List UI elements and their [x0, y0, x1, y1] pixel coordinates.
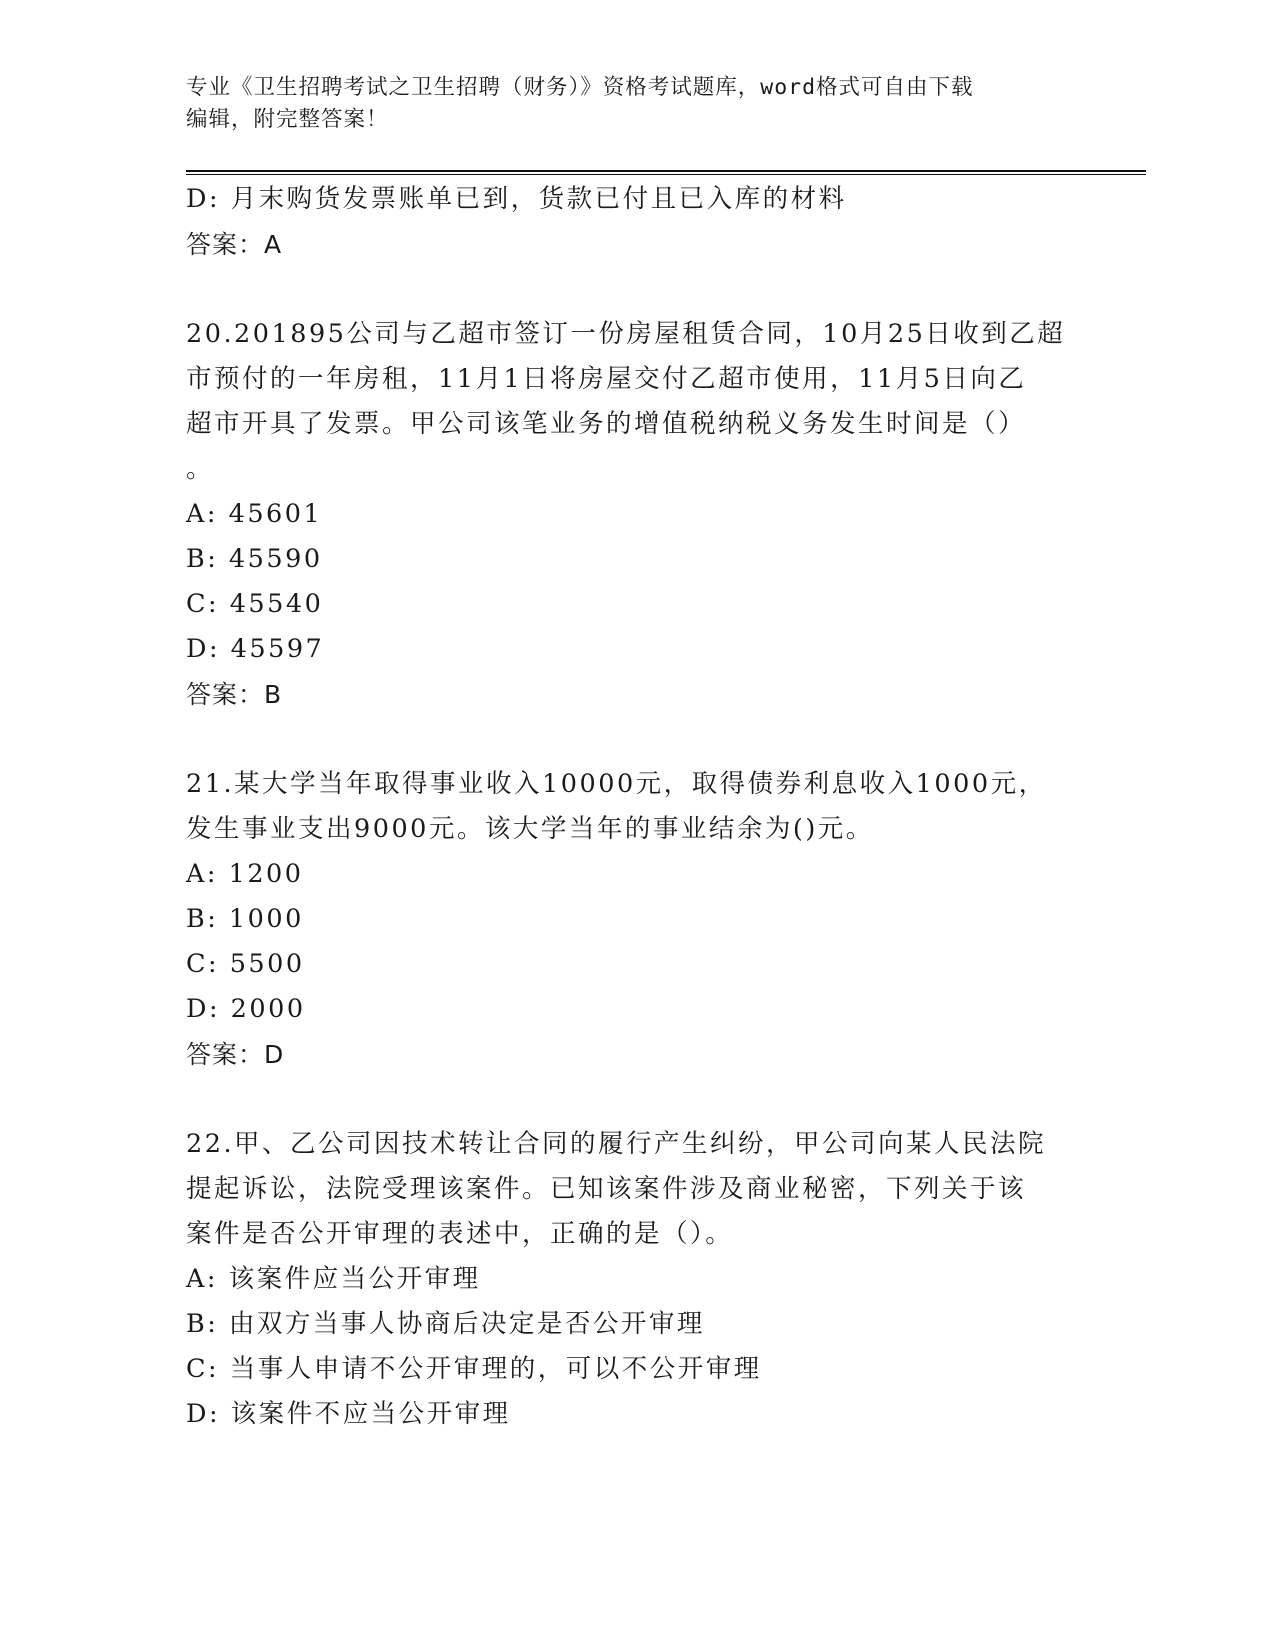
spacer — [186, 1077, 1146, 1122]
option-c: C: 45540 — [186, 589, 324, 619]
option-d: D: 45597 — [186, 634, 325, 664]
option-c: C: 当事人申请不公开审理的，可以不公开审理 — [186, 1354, 762, 1384]
question-stem-line: 20.201895公司与乙超市签订一份房屋租赁合同，10月25日收到乙超 — [186, 319, 1066, 349]
header-line-2: 编辑，附完整答案！ — [186, 107, 389, 132]
prev-question-answer: 答案：A — [186, 230, 283, 259]
header-line-1: 专业《卫生招聘考试之卫生招聘（财务）》资格考试题库，word格式可自由下载 — [186, 75, 974, 100]
option-a: A: 该案件应当公开审理 — [186, 1264, 481, 1294]
option-b: B: 45590 — [186, 544, 323, 574]
question-stem-line: 。 — [186, 454, 215, 484]
question-21-options — [186, 852, 1146, 1032]
option-d: D: 该案件不应当公开审理 — [186, 1399, 511, 1429]
option-b: B: 1000 — [186, 904, 304, 934]
question-stem-line: 21.某大学当年取得事业收入10000元，取得债券利息收入1000元， — [186, 769, 1047, 799]
header-divider — [186, 170, 1146, 175]
prev-question-option-d: D: 月末购货发票账单已到，货款已付且已入库的材料 — [186, 184, 847, 214]
question-stem-line: 22.甲、乙公司因技术转让合同的履行产生纠纷，甲公司向某人民法院 — [186, 1129, 1047, 1159]
question-22 — [186, 1122, 1146, 1257]
question-21 — [186, 762, 1146, 852]
question-20-options — [186, 492, 1146, 672]
option-b: B: 由双方当事人协商后决定是否公开审理 — [186, 1309, 705, 1339]
option-a: A: 1200 — [186, 859, 304, 889]
question-20-answer: 答案：B — [186, 680, 283, 709]
document-page — [186, 72, 1146, 1437]
question-stem-line: 超市开具了发票。甲公司该笔业务的增值税纳税义务发生时间是（） — [186, 409, 1027, 439]
question-stem-line: 发生事业支出9000元。该大学当年的事业结余为()元。 — [186, 814, 874, 844]
question-20 — [186, 312, 1146, 492]
document-header — [186, 72, 1086, 136]
option-c: C: 5500 — [186, 949, 305, 979]
question-22-options — [186, 1257, 1146, 1437]
question-21-answer: 答案：D — [186, 1040, 285, 1069]
question-stem-line: 提起诉讼，法院受理该案件。已知该案件涉及商业秘密，下列关于该 — [186, 1174, 1027, 1204]
spacer — [186, 267, 1146, 312]
question-stem-line: 市预付的一年房租，11月1日将房屋交付乙超市使用，11月5日向乙 — [186, 364, 1027, 394]
option-d: D: 2000 — [186, 994, 306, 1024]
spacer — [186, 717, 1146, 762]
option-a: A: 45601 — [186, 499, 323, 529]
question-stem-line: 案件是否公开审理的表述中，正确的是（）。 — [186, 1219, 734, 1249]
